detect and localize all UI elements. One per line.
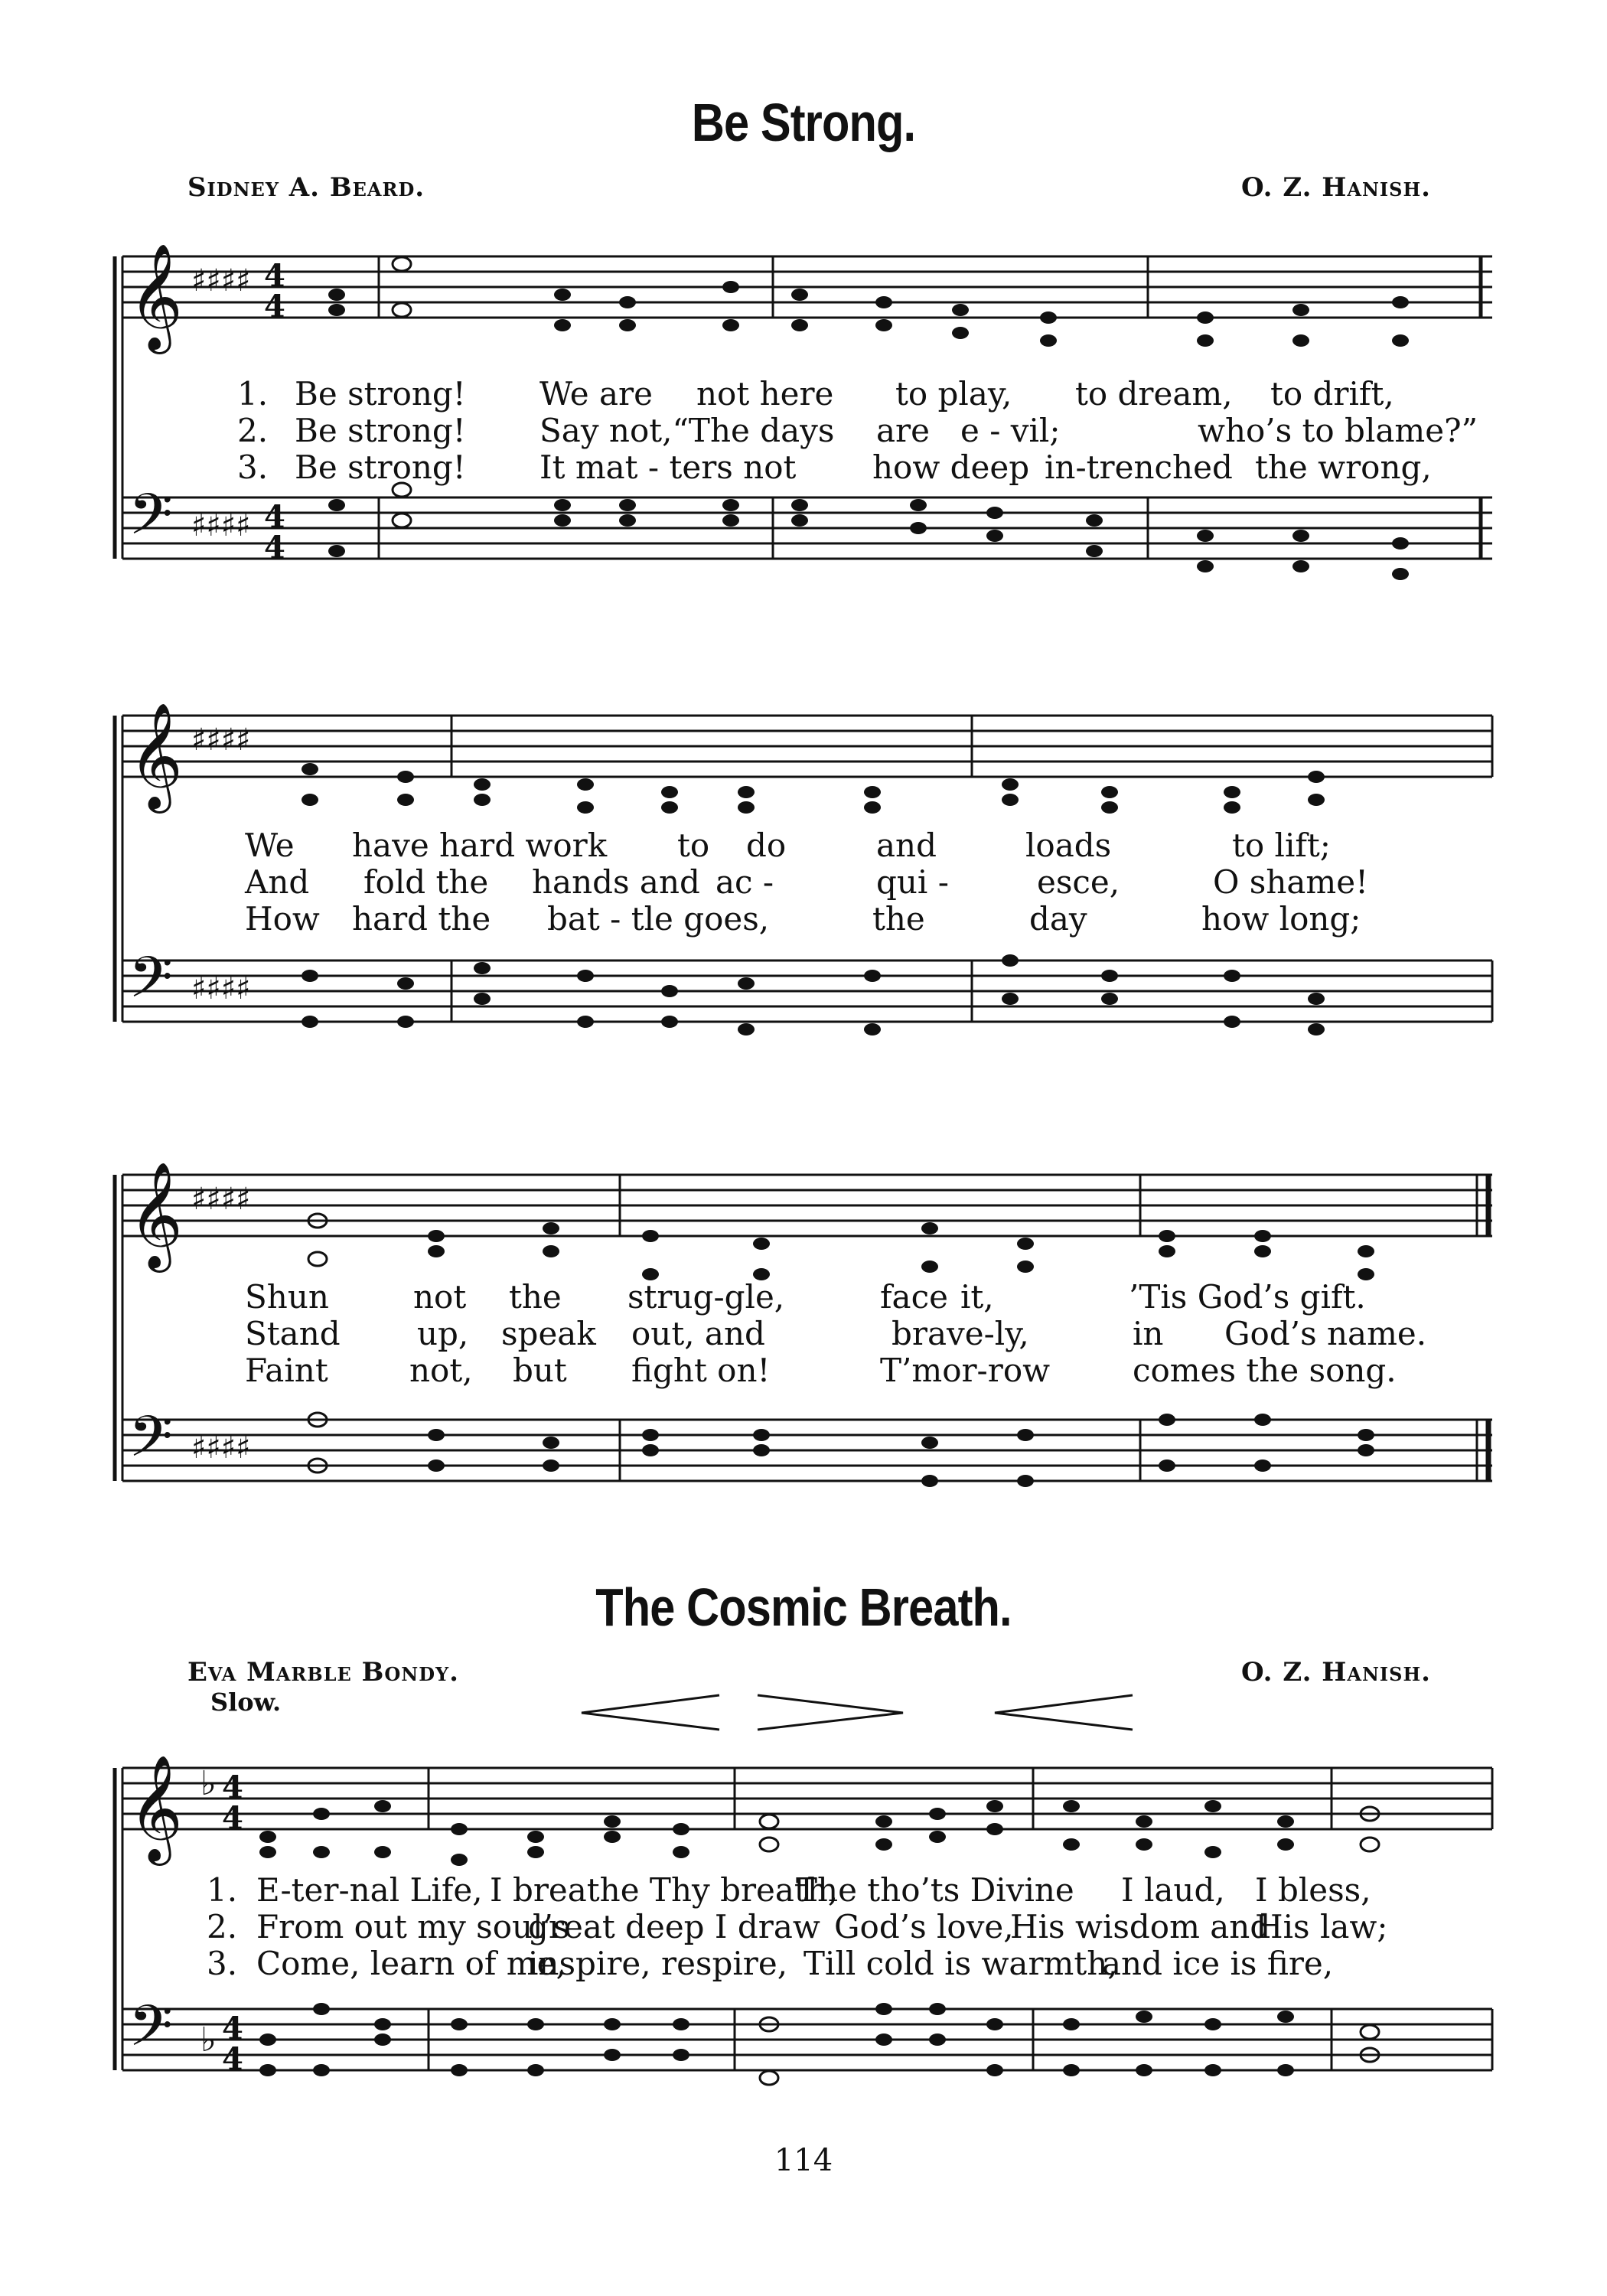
composer-credit: O. Z. Hanish.: [1241, 172, 1431, 203]
lyric-word: Say not,“The days: [539, 412, 835, 449]
treble-clef-icon: 𝄞: [129, 1755, 183, 1861]
lyric-word: ’Tis God’s gift.: [1129, 1278, 1366, 1316]
verse-line: [0, 1871, 1607, 1910]
verse-line: [0, 1945, 1607, 1983]
lyric-word: but: [513, 1352, 567, 1389]
lyric-word: bat - tle goes,: [547, 900, 770, 938]
lyric-word: Be strong!: [295, 375, 466, 413]
lyrics-system-3: [0, 1278, 1607, 1401]
lyric-word: hard the: [352, 900, 491, 938]
verse-number: 1.: [207, 1871, 238, 1909]
lyric-word: and ice is fire,: [1102, 1945, 1334, 1982]
lyric-word: in: [1133, 1315, 1164, 1352]
lyric-word: not here: [696, 375, 834, 413]
lyric-word: it,: [960, 1278, 994, 1316]
lyric-word: are: [876, 412, 930, 449]
lyric-word: up,: [417, 1315, 469, 1352]
time-signature: 4: [264, 258, 285, 294]
lyric-word: And: [245, 863, 310, 901]
lyric-word: comes the song.: [1133, 1352, 1397, 1389]
lyric-word: esce,: [1037, 863, 1120, 901]
lyric-word: loads: [1025, 827, 1112, 864]
lyric-word: Be strong!: [295, 412, 466, 449]
lyric-word: speak: [501, 1315, 596, 1352]
lyric-word: From out my soul’s: [256, 1908, 570, 1945]
tempo-marking: Slow.: [210, 1688, 282, 1717]
treble-clef-icon: 𝄞: [129, 1162, 183, 1268]
key-signature-sharps: ♯♯♯♯: [191, 1430, 251, 1466]
lyric-word: do: [746, 827, 787, 864]
time-signature: 4: [222, 2011, 243, 2047]
key-signature-sharps: ♯♯♯♯: [191, 1182, 251, 1217]
hymn-title: Be Strong.: [691, 93, 916, 152]
dynamics-hairpins: [582, 1695, 1133, 1730]
verse-line: [0, 1278, 1607, 1316]
verse-line: [0, 1352, 1607, 1390]
verse-number: 2.: [237, 412, 269, 449]
lyric-word: His law;: [1255, 1908, 1388, 1945]
lyric-word: in-trenched: [1045, 448, 1233, 486]
lyric-word: fight on!: [631, 1352, 771, 1389]
noteheads: [259, 257, 1409, 2085]
lyric-word: out, and: [631, 1315, 765, 1352]
lyric-word: God’s love,: [834, 1908, 1014, 1945]
lyric-word: I breathe Thy breath,: [490, 1871, 839, 1909]
lyric-word: to play,: [895, 375, 1012, 413]
verse-number: 1.: [237, 375, 269, 413]
verse-line: [0, 412, 1607, 450]
treble-clef-icon: 𝄞: [129, 703, 183, 809]
staff-treble-3: [122, 1175, 1492, 1236]
lyric-word: Shun: [245, 1278, 329, 1316]
staff-bass-2: [122, 960, 1492, 1022]
hymn-title: The Cosmic Breath.: [595, 1577, 1012, 1637]
staff-bass-3: [122, 1420, 1492, 1481]
key-signature-sharps: ♯♯♯♯: [191, 722, 251, 758]
treble-clef-icon: 𝄞: [129, 243, 183, 350]
lyric-word: the: [509, 1278, 562, 1316]
lyric-word: God’s name.: [1224, 1315, 1427, 1352]
lyric-word: e - vil;: [960, 412, 1061, 449]
verse-line: [0, 900, 1607, 938]
lyric-word: The tho’ts Divine: [796, 1871, 1074, 1909]
lyric-word: We: [245, 827, 295, 864]
bass-clef-icon: 𝄢: [129, 1993, 173, 2073]
lyric-word: the wrong,: [1255, 448, 1432, 486]
lyric-word: Stand: [245, 1315, 341, 1352]
time-signature: 4: [264, 499, 285, 535]
key-signature-flat: ♭: [200, 2020, 217, 2060]
lyric-word: O shame!: [1213, 863, 1368, 901]
key-signature-flat: ♭: [200, 1764, 217, 1803]
lyric-word: how deep: [872, 448, 1030, 486]
lyric-word: It mat - ters not: [539, 448, 797, 486]
lyric-word: have hard work: [352, 827, 608, 864]
verse-line: [0, 863, 1607, 902]
lyric-word: great deep I draw: [528, 1908, 820, 1945]
verse-line: [0, 448, 1607, 487]
bass-clef-icon: 𝄢: [129, 1404, 173, 1484]
lyric-word: not: [413, 1278, 467, 1316]
lyric-word: fold the: [363, 863, 489, 901]
lyric-word: E-ter-nal Life,: [256, 1871, 483, 1909]
lyric-word: strug-gle,: [627, 1278, 785, 1316]
lyric-word: not,: [409, 1352, 473, 1389]
bass-clef-icon: 𝄢: [129, 944, 173, 1025]
lyric-word: the: [872, 900, 925, 938]
lyrics-system-1: [0, 375, 1607, 497]
verse-number: 3.: [237, 448, 269, 486]
composer-credit: O. Z. Hanish.: [1241, 1657, 1431, 1688]
lyric-word: ac -: [715, 863, 774, 901]
lyric-word: day: [1029, 900, 1087, 938]
page-number: 114: [774, 2143, 833, 2178]
time-signature: 4: [264, 530, 285, 566]
lyric-word: T’mor-row: [880, 1352, 1051, 1389]
lyric-word: to lift;: [1232, 827, 1331, 864]
lyric-word: qui -: [876, 863, 949, 901]
time-signature: 4: [222, 1769, 243, 1805]
lyrics-system-4: [0, 1871, 1607, 1994]
staff-treble-1: [122, 256, 1492, 318]
lyric-word: I laud,: [1121, 1871, 1225, 1909]
verse-line: [0, 827, 1607, 865]
time-signature: 4: [264, 289, 285, 325]
lyricist-credit: Eva Marble Bondy.: [187, 1657, 459, 1688]
lyric-word: His wisdom and: [1010, 1908, 1271, 1945]
lyric-word: brave-ly,: [892, 1315, 1029, 1352]
lyric-word: How: [245, 900, 320, 938]
lyric-word: how long;: [1201, 900, 1361, 938]
lyric-word: and: [876, 827, 937, 864]
bass-clef-icon: 𝄢: [129, 481, 173, 562]
key-signature-sharps: ♯♯♯♯: [191, 508, 251, 543]
lyricist-credit: Sidney A. Beard.: [187, 172, 425, 203]
key-signature-sharps: ♯♯♯♯: [191, 263, 251, 298]
lyric-word: I bless,: [1255, 1871, 1371, 1909]
verse-number: 3.: [207, 1945, 238, 1982]
staff-treble-2: [122, 716, 1492, 777]
lyric-word: Be strong!: [295, 448, 466, 486]
lyrics-system-2: [0, 827, 1607, 949]
time-signature: 4: [222, 2041, 243, 2077]
lyric-word: hands and: [532, 863, 700, 901]
key-signature-sharps: ♯♯♯♯: [191, 971, 251, 1006]
lyric-word: face: [880, 1278, 948, 1316]
lyric-word: inspire, respire,: [528, 1945, 788, 1982]
lyric-word: We are: [539, 375, 653, 413]
lyric-word: to drift,: [1270, 375, 1394, 413]
lyric-word: Faint: [245, 1352, 328, 1389]
lyric-word: to dream,: [1075, 375, 1233, 413]
lyric-word: to: [677, 827, 710, 864]
time-signature: 4: [222, 1800, 243, 1836]
lyric-word: Till cold is warmth,: [804, 1945, 1118, 1982]
verse-line: [0, 1315, 1607, 1353]
lyric-word: Come, learn of me,: [256, 1945, 566, 1982]
verse-line: [0, 375, 1607, 413]
verse-number: 2.: [207, 1908, 238, 1945]
verse-line: [0, 1908, 1607, 1946]
lyric-word: who’s to blame?”: [1198, 412, 1478, 449]
